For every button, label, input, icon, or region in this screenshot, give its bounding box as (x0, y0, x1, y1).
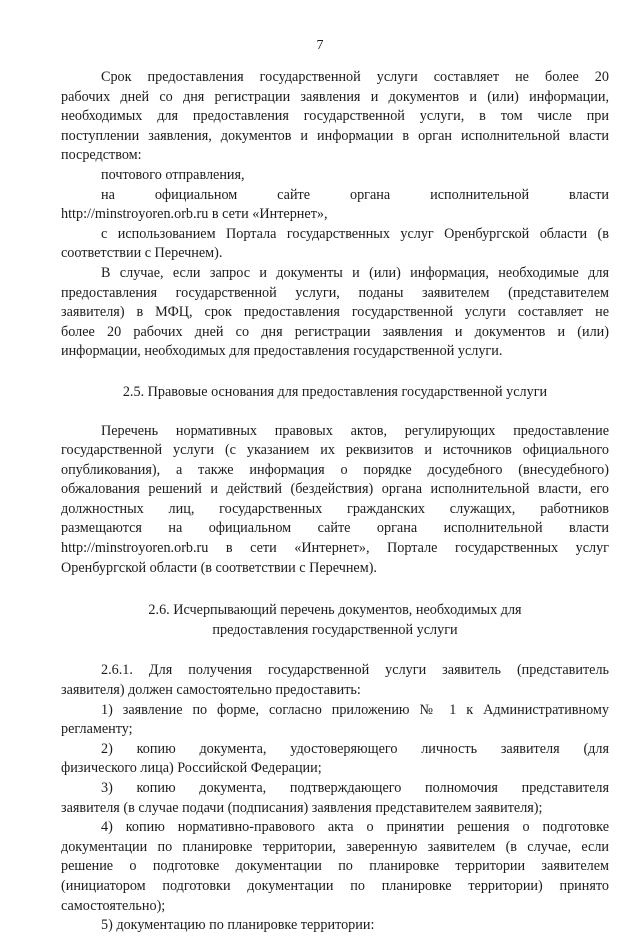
text-line: информации, необходимых для предоставления государственной услуги. (61, 343, 503, 360)
submission-method-mail: почтового отправления, (101, 166, 245, 183)
document-item-2 (61, 740, 609, 779)
text-line: рабочих дней со дня регистрации заявления и документов и (или) информации, (61, 88, 609, 105)
text-line: необходимых для предоставления государственной услуги, в том числе при (61, 108, 609, 125)
text-line: Срок предоставления государственной услуги составляет не более 20 (101, 69, 609, 85)
text-line: 2.6.1. Для получения государственной услуги заявитель (представитель (101, 662, 609, 679)
text-line: Оренбургской области (в соответствии с Перечнем). (61, 559, 377, 576)
page-content (61, 68, 609, 936)
text-line: на официальном сайте органа исполнительной власти (101, 186, 609, 203)
text-line: http://minstroyoren.orb.ru в сети «Интернет», Портале государственных услуг (61, 540, 609, 557)
text-line: заявителя) в МФЦ, срок предоставления государственной услуги составляет не (61, 304, 609, 321)
text-line: регламенту; (61, 721, 133, 738)
text-line: опубликования), а также информация о порядке досудебного (внесудебного) (61, 461, 609, 478)
heading-line: 2.6. Исчерпывающий перечень документов, необходимых для (148, 602, 522, 619)
text-line: документации по планировке территории, заверенную заявителем (в случае, если (61, 838, 609, 855)
text-line: В случае, если запрос и документы и (или) информация, необходимые для (101, 264, 609, 281)
text-line: заявителя) должен самостоятельно предоставить: (61, 682, 361, 699)
text-line: посредством: (61, 147, 142, 164)
text-line: более 20 рабочих дней со дня регистрации заявления и документов и (или) (61, 323, 609, 340)
text-line: Перечень нормативных правовых актов, регулирующих предоставление (101, 422, 609, 439)
text-line: самостоятельно); (61, 897, 166, 914)
text-line: 4) копию нормативно-правового акта о принятии решения о подготовке (101, 819, 609, 836)
text-line: размещаются на официальном сайте органа исполнительной власти (61, 520, 609, 537)
document-item-3 (61, 779, 609, 818)
mfc-term-paragraph (61, 264, 609, 362)
text-line: поступлении заявления, документов и информации в орган исполнительной власти (61, 127, 609, 144)
text-line: с использованием Портала государственных услуг Оренбургской области (в (101, 225, 609, 242)
text-line: физического лица) Российской Федерации; (61, 760, 322, 777)
heading-line: предоставления государственной услуги (212, 621, 458, 638)
text-line: 1) заявление по форме, согласно приложению № 1 к Административному (101, 701, 609, 718)
text-line: http://minstroyoren.orb.ru в сети «Интернет», (61, 206, 328, 223)
section-2-5-body (61, 422, 609, 579)
section-2-5-heading: 2.5. Правовые основания для предоставления государственной услуги (122, 383, 548, 400)
document-item-5: 5) документацию по планировке территории: (101, 917, 375, 934)
submission-method-site (61, 186, 609, 225)
page-number: 7 (316, 38, 324, 53)
text-line: 2) копию документа, удостоверяющего личность заявителя (для (101, 740, 609, 757)
text-line: должностных лиц, государственных гражданских служащих, работников (61, 500, 609, 517)
text-line: заявителя (в случае подачи (подписания) заявления представителем заявителя); (61, 799, 543, 816)
section-2-6-heading (61, 601, 609, 640)
service-term-paragraph (61, 68, 609, 166)
text-line: обжалования решений и действий (бездействия) органа исполнительной власти, его (61, 481, 609, 498)
text-line: предоставления государственной услуги, поданы заявителем (представителем (61, 284, 609, 301)
paragraph-2-6-1 (61, 661, 609, 700)
text-line: (инициатором подготовки документации по планировке территории) принято (61, 877, 609, 894)
text-line: решение о подготовке документации по планировке территории заявителем (61, 858, 609, 875)
submission-method-portal (61, 225, 609, 264)
document-item-1 (61, 701, 609, 740)
document-item-4 (61, 818, 609, 916)
text-line: соответствии с Перечнем). (61, 245, 223, 262)
text-line: государственной услуги (с указанием их реквизитов и источников официального (61, 442, 609, 459)
text-line: 3) копию документа, подтверждающего полномочия представителя (101, 780, 609, 796)
